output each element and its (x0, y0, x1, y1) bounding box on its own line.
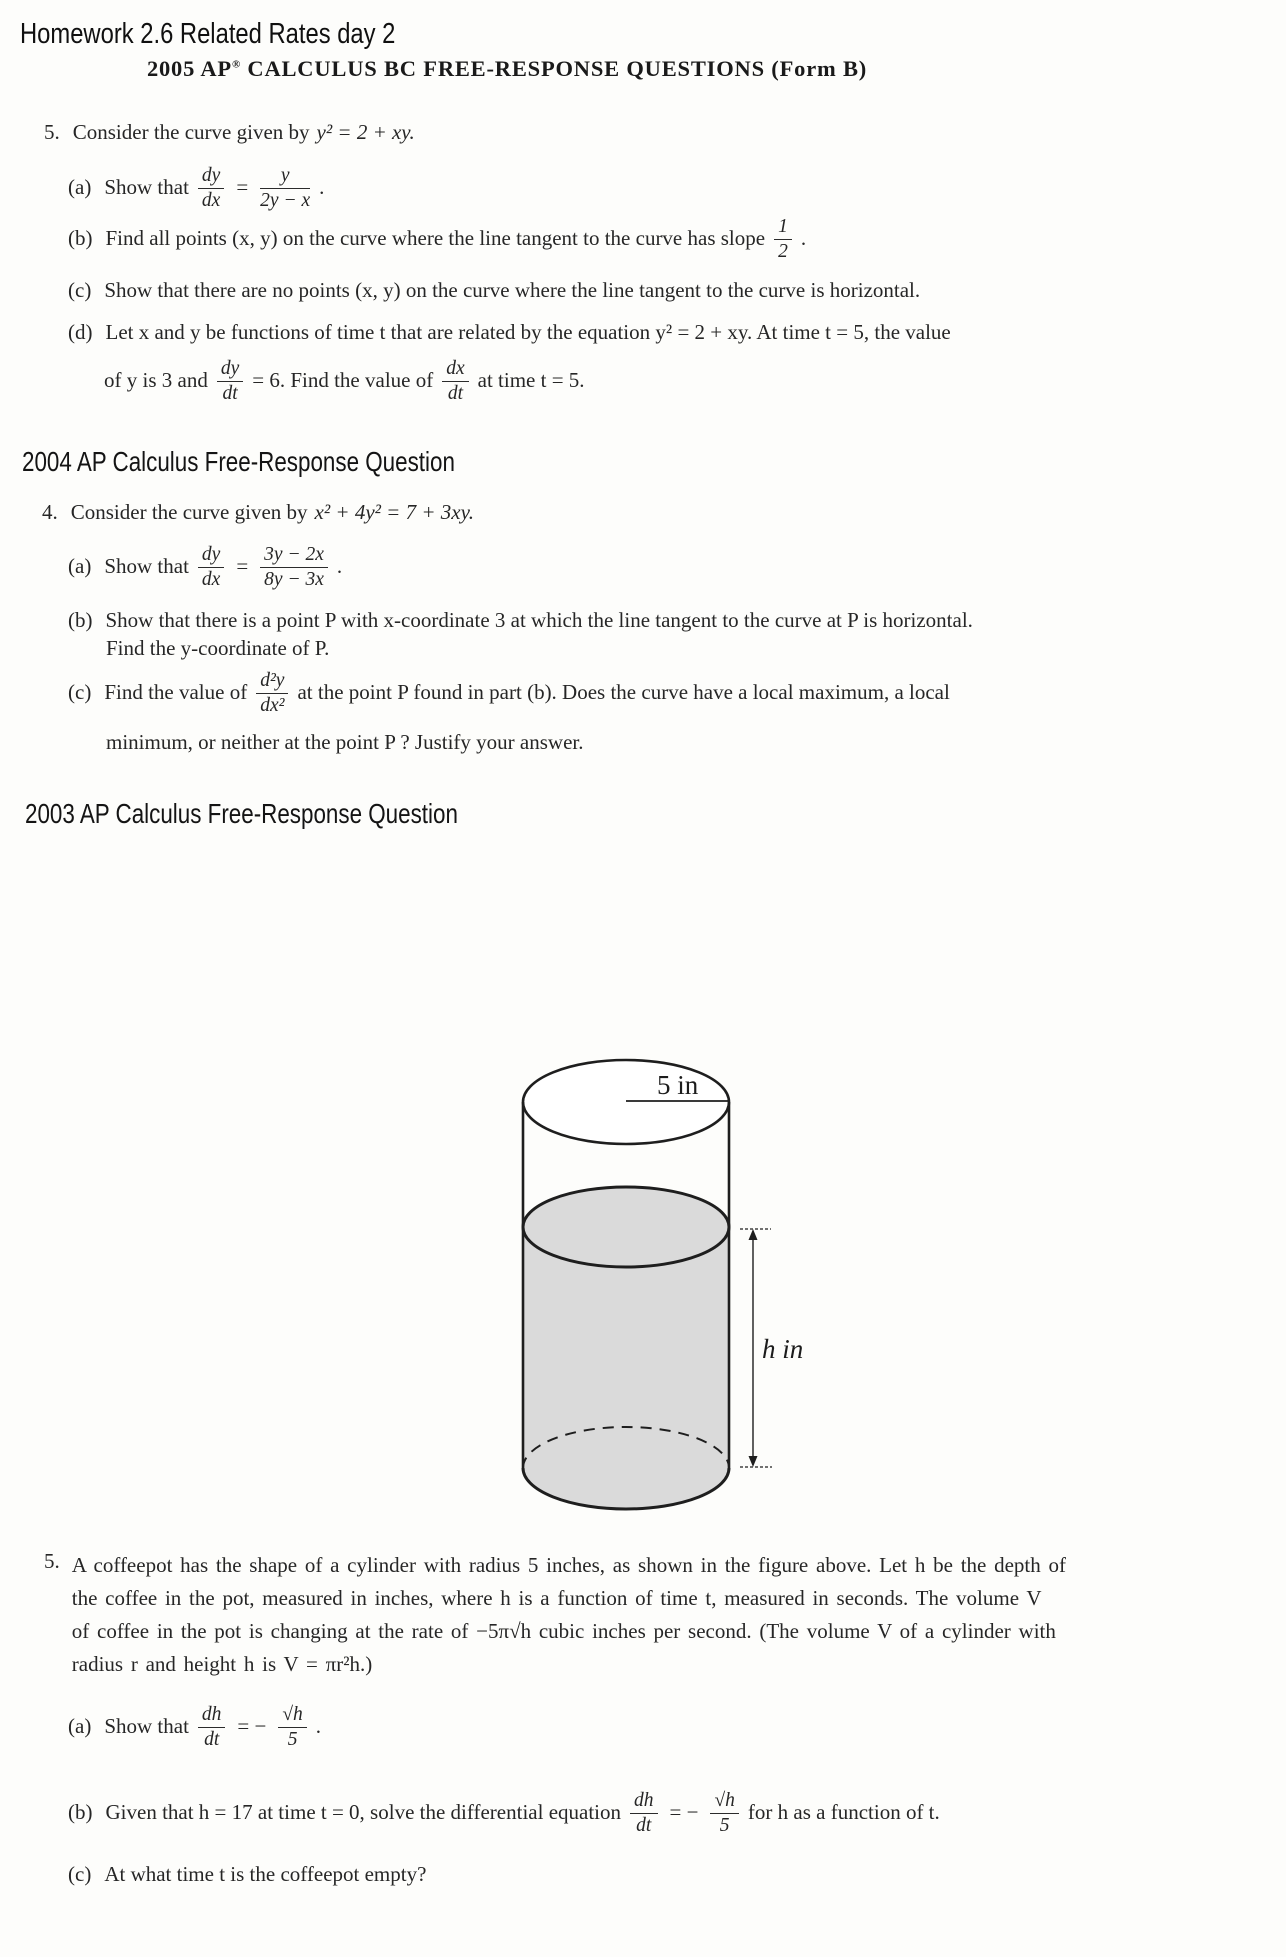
q5-2005-part-c (68, 278, 920, 303)
part-text: Find the y-coordinate of P. (106, 636, 330, 660)
equals-sign: = (236, 174, 249, 199)
stem-text: Consider the curve given by (72, 120, 310, 144)
part-text: Let x and y be functions of time t that are related by the equation y² = 2 + xy. At time t = 5, the value (105, 320, 951, 344)
q4-2004-part-c-line2 (106, 730, 583, 755)
stem-equation: x² + 4y² = 7 + 3xy. (314, 500, 475, 524)
fraction-dh-dt: $\frac{dh}{dt}$ (630, 1790, 658, 1837)
fraction-y-over-2y-minus-x: $\frac{y}{2y - x}$ (260, 165, 311, 211)
q4-2004-part-a (68, 542, 342, 591)
equals-minus-sign: = − (669, 1799, 699, 1824)
fraction-dx-dt: $\frac{dx}{dt}$ (442, 358, 468, 405)
period: . (336, 553, 343, 578)
period: . (800, 225, 807, 250)
q5-2005-stem (44, 120, 415, 145)
fraction-sqrt-h-over-5: $\frac{√h}{5}$ (710, 1790, 738, 1837)
part-text: for h as a function of t. (747, 1799, 940, 1824)
part-label: (b) (68, 225, 93, 250)
part-text: Show that (104, 174, 189, 199)
part-text: of y is 3 and (104, 367, 208, 392)
part-label: (a) (68, 553, 92, 578)
part-text: = 6. Find the value of (252, 367, 434, 392)
coffee-surface-ellipse (523, 1187, 729, 1267)
section-heading-2004: 2004 AP Calculus Free-Response Question (22, 446, 455, 477)
fraction-dh-dt: $\frac{dh}{dt}$ (198, 1704, 226, 1751)
fraction-one-half: $\frac{1}{2}$ (774, 216, 792, 263)
part-label: (a) (68, 174, 92, 199)
coffeepot-cylinder-figure (410, 1038, 860, 1528)
exam-header-post: CALCULUS BC FREE-RESPONSE QUESTIONS (Form B) (240, 56, 868, 81)
stem-line: radius r and height h is V = πr²h.) (71, 1652, 373, 1676)
stem-line: of coffee in the pot is changing at the rate of −5π√h cubic inches per second. (The volume V of a cylinder with (71, 1619, 1056, 1643)
q4-2004-part-b-line1 (68, 608, 973, 633)
part-label: (c) (68, 1862, 92, 1886)
equals-sign: = (236, 553, 249, 578)
fraction-sqrt-h-over-5: $\frac{√h}{5}$ (278, 1704, 306, 1751)
stem-equation: y² = 2 + xy. (316, 120, 415, 144)
exam-header-2005 (133, 56, 881, 82)
registered-mark: ® (231, 58, 241, 71)
part-label: (c) (68, 278, 92, 302)
stem-lines (72, 1549, 1066, 1681)
part-text: Show that there is a point P with x-coordinate 3 at which the line tangent to the curve at P is horizontal. (105, 608, 973, 632)
question-number: 4. (42, 500, 58, 524)
fraction-dy-dt: $\frac{dy}{dt}$ (217, 358, 243, 405)
depth-arrow-head-top (749, 1229, 758, 1240)
q5-2003-part-b (68, 1788, 940, 1837)
stem-text: Consider the curve given by (70, 500, 308, 524)
part-text: at the point P found in part (b). Does the curve have a local maximum, a local (297, 679, 950, 704)
radius-label: 5 in (657, 1070, 699, 1100)
question-number: 5. (44, 120, 60, 144)
part-label: (d) (68, 320, 93, 344)
fraction-3y-2x-over-8y-3x: $\frac{3y - 2x}{8y - 3x}$ (260, 544, 328, 591)
part-label: (b) (68, 608, 93, 632)
q5-2003-part-c (68, 1862, 426, 1887)
q5-2003-stem (44, 1549, 1066, 1681)
part-text: Given that h = 17 at time t = 0, solve the differential equation (105, 1799, 622, 1824)
part-text: Find all points (x, y) on the curve where the line tangent to the curve has slope (105, 225, 766, 250)
q5-2005-part-d-line2 (104, 356, 585, 405)
q5-2005-part-b (68, 214, 806, 263)
worksheet-title: Homework 2.6 Related Rates day 2 (20, 18, 396, 50)
stem-line: the coffee in the pot, measured in inches, where h is a function of time t, measured in seconds. The volume V (71, 1586, 1042, 1610)
part-label: (a) (68, 1713, 92, 1738)
equals-minus-sign: = − (237, 1713, 267, 1738)
part-text: Show that (104, 553, 189, 578)
part-text: minimum, or neither at the point P ? Justify your answer. (106, 730, 584, 754)
part-text: Show that there are no points (x, y) on the curve where the line tangent to the curve is horizontal. (104, 278, 921, 302)
q5-2005-part-d-line1 (68, 320, 951, 345)
coffeepot-figure (410, 1038, 860, 1533)
part-label: (b) (68, 1799, 93, 1824)
part-text: Show that (104, 1713, 189, 1738)
depth-arrow-head-bottom (749, 1456, 758, 1467)
section-heading-2003: 2003 AP Calculus Free-Response Question (25, 798, 458, 829)
part-text: Find the value of (104, 679, 248, 704)
period: . (315, 1713, 322, 1738)
part-text: at time t = 5. (477, 367, 585, 392)
exam-header-pre: 2005 AP (146, 56, 232, 81)
depth-label: h in (762, 1334, 804, 1364)
part-label: (c) (68, 679, 92, 704)
fraction-d2y-dx2: $\frac{\text{d²y}}{\text{dx²}}$ (256, 670, 288, 717)
fraction-dy-dx: $\frac{dy}{dx}$ (198, 165, 224, 212)
stem-line: A coffeepot has the shape of a cylinder with radius 5 inches, as shown in the figure above. Let h be the depth of (71, 1553, 1067, 1577)
q4-2004-stem (42, 500, 474, 525)
q4-2004-part-b-line2 (106, 636, 329, 661)
fraction-dy-dx: $\frac{dy}{dx}$ (198, 544, 224, 591)
question-number: 5. (44, 1549, 60, 1573)
q4-2004-part-c-line1 (68, 668, 950, 717)
q5-2003-part-a (68, 1702, 321, 1751)
period: . (319, 174, 325, 199)
part-text: At what time t is the coffeepot empty? (104, 1862, 427, 1886)
q5-2005-part-a (68, 163, 324, 212)
